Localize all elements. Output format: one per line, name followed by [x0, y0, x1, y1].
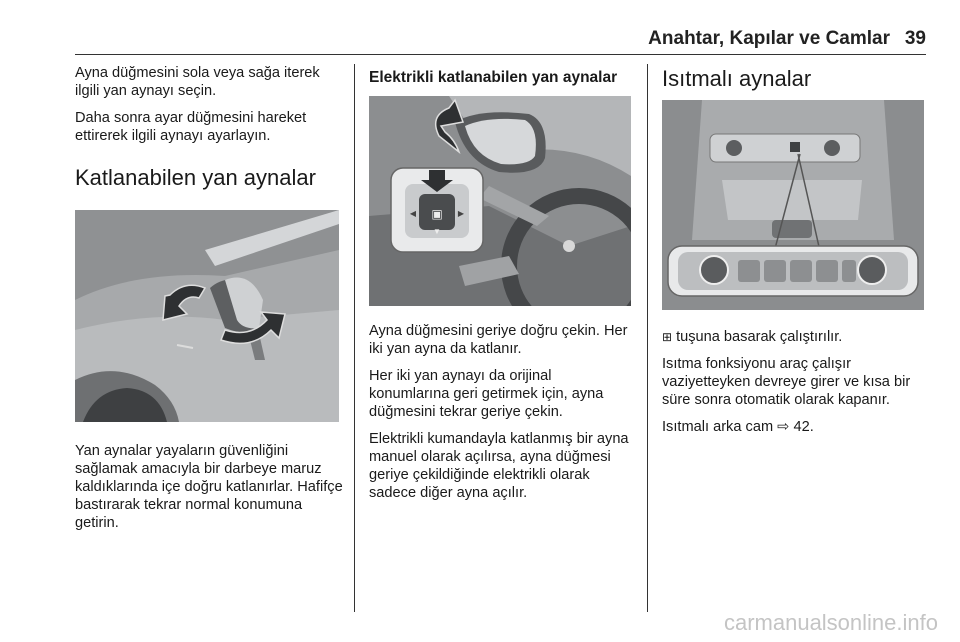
illustration-folding-mirror [75, 210, 339, 422]
paragraph-manual-open: Elektrikli kumandayla katlanmış bir ayna manuel olarak açılırsa, ayna düğmesi geriye çekildiğinde elektrikli olarak sadece diğer ayna açılır. [369, 431, 629, 501]
heading-electric-folding-mirrors: Elektrikli katlanabilen yan aynalar [369, 69, 618, 86]
svg-text:▼: ▼ [433, 227, 441, 236]
column-3 [662, 64, 926, 445]
svg-text:▶: ▶ [457, 209, 465, 218]
heated-rear-window-icon: ⊞ [662, 330, 673, 344]
paragraph-pull-switch: Ayna düğmesini geriye doğru çekin. Her iki yan ayna da katlanır. [369, 323, 628, 357]
paragraph-heated-rear-window [662, 418, 926, 436]
chapter-title: Anahtar, Kapılar ve Camlar [648, 28, 890, 49]
svg-text:▣: ▣ [431, 207, 443, 221]
illustration-climate-panel [662, 100, 924, 310]
column-divider-2 [647, 64, 648, 612]
header-rule [75, 54, 926, 55]
paragraph-activate [662, 328, 926, 346]
page-reference[interactable]: 42. [793, 419, 814, 435]
page-number: 39 [904, 28, 926, 49]
footer-watermark: carmanualsonline.info [723, 610, 938, 635]
page-reference-arrow-icon: ⇨ [777, 419, 790, 435]
column-2 [369, 64, 635, 511]
rear-window-text: Isıtmalı arka cam [662, 419, 774, 435]
heading-folding-mirrors: Katlanabilen yan aynalar [75, 165, 316, 190]
column-1 [75, 64, 345, 541]
svg-text:◀: ◀ [409, 209, 417, 218]
paragraph-heating-function: Isıtma fonksiyonu araç çalışır vaziyetteyken devreye girer ve kısa bir süre sonra otomatik olarak kapanır. [662, 356, 911, 408]
column-divider-1 [354, 64, 355, 612]
heading-heated-mirrors: Isıtmalı aynalar [662, 66, 812, 91]
paragraph-adjust-mirror: Daha sonra ayar düğmesini hareket ettirerek ilgili aynayı ayarlayın. [75, 110, 307, 144]
activate-text: tuşuna basarak çalıştırılır. [676, 329, 843, 345]
paragraph-restore-position: Her iki yan aynayı da orijinal konumlarına geri getirmek için, ayna düğmesini tekrar geriye çekin. [369, 368, 604, 420]
paragraph-select-mirror: Ayna düğmesini sola veya sağa iterek ilgili yan aynayı seçin. [75, 65, 320, 99]
paragraph-pedestrian-safety: Yan aynalar yayaların güvenliğini sağlamak amacıyla bir darbeye maruz kaldıklarında içe doğru katlanırlar. Hafifçe bastırarak tekrar normal konumuna getirin. [75, 443, 343, 531]
illustration-mirror-switch [369, 96, 631, 306]
